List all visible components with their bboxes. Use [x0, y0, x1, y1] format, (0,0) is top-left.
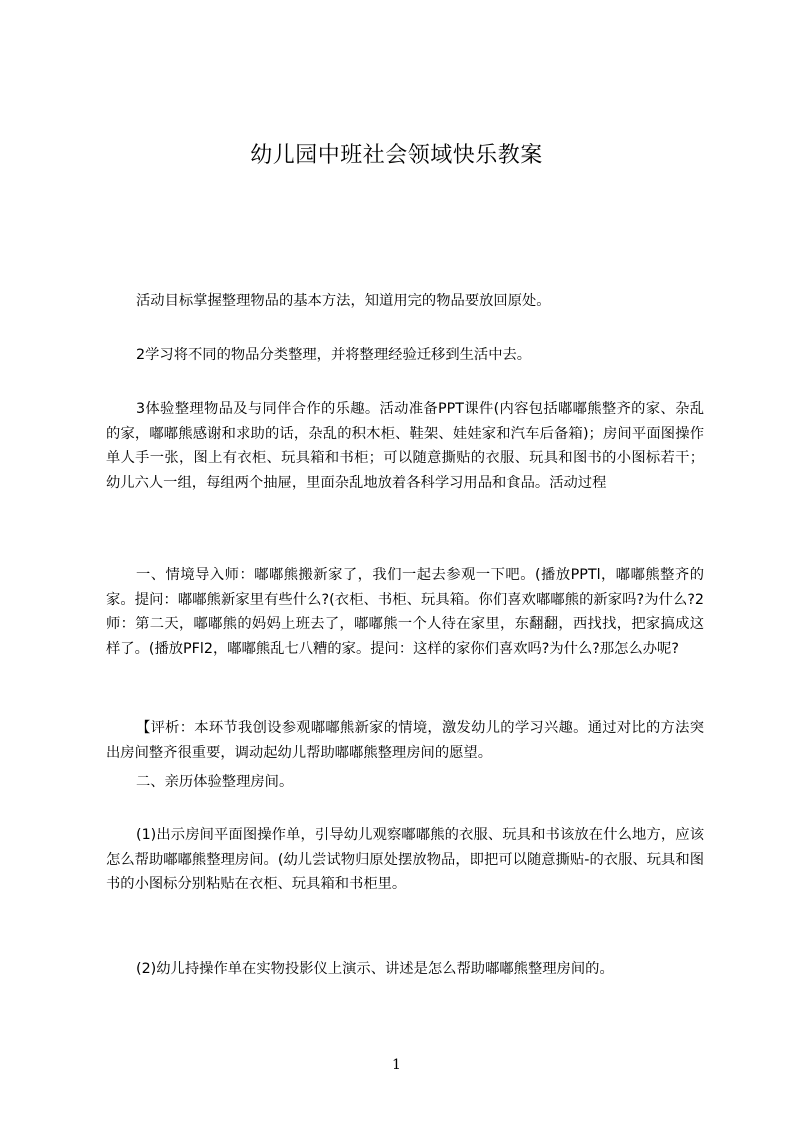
paragraph-step-1: (1)出示房间平面图操作单，引导幼儿观察嘟嘟熊的衣服、玩具和书该放在什么地方，应该怎么帮助嘟嘟熊整理房间。(幼儿尝试物归原处摆放物品，即把可以随意撕贴-的衣服、玩具和图书的小图标分别粘贴在衣柜、玩具箱和书柜里。 [106, 827, 704, 892]
paragraph-objective-2: 2学习将不同的物品分类整理，并将整理经验迁移到生活中去。 [136, 347, 532, 363]
document-title: 幼儿园中班社会领域快乐教案 [250, 143, 543, 168]
paragraph-objective-3-preparation: 3体验整理物品及与同伴合作的乐趣。活动准备PPT课件(内容包括嘟嘟熊整齐的家、杂乱的家，嘟嘟熊感谢和求助的话，杂乱的积木柜、鞋架、娃娃家和汽车后备箱)；房间平面图操作单人手一张，图上有衣柜、玩具箱和书柜；可以随意撕贴的衣服、玩具和图书的小图标若干；幼儿六人一组，每组两个抽屉，里面杂乱地放着各科学习用品和食品。活动过程 [106, 401, 704, 491]
paragraph-step-2: (2)幼儿持操作单在实物投影仪上演示、讲述是怎么帮助嘟嘟熊整理房间的。 [136, 961, 614, 977]
paragraph-commentary: 【评析：本环节我创设参观嘟嘟熊新家的情境，激发幼儿的学习兴趣。通过对比的方法突出房间整齐很重要，调动起幼儿帮助嘟嘟熊整理房间的愿望。 [106, 720, 704, 761]
paragraph-situation-intro: 一、情境导入师：嘟嘟熊搬新家了，我们一起去参观一下吧。(播放PPTl，嘟嘟熊整齐的家。提问：嘟嘟熊新家里有些什么?(衣柜、书柜、玩具箱。你们喜欢嘟嘟熊的新家吗?为什么?2师：第二天，嘟嘟熊的妈妈上班去了，嘟嘟熊一个人待在家里，东翻翻，西找找，把家搞成这样了。(播放PFl2，嘟嘟熊乱七八糟的家。提问：这样的家你们喜欢吗?为什么?那怎么办呢? [106, 567, 704, 657]
paragraph-objective-1: 活动目标掌握整理物品的基本方法，知道用完的物品要放回原处。 [136, 293, 551, 309]
paragraph-section-two-heading: 二、亲历体验整理房间。 [136, 774, 294, 790]
page-number: 1 [392, 1057, 401, 1073]
